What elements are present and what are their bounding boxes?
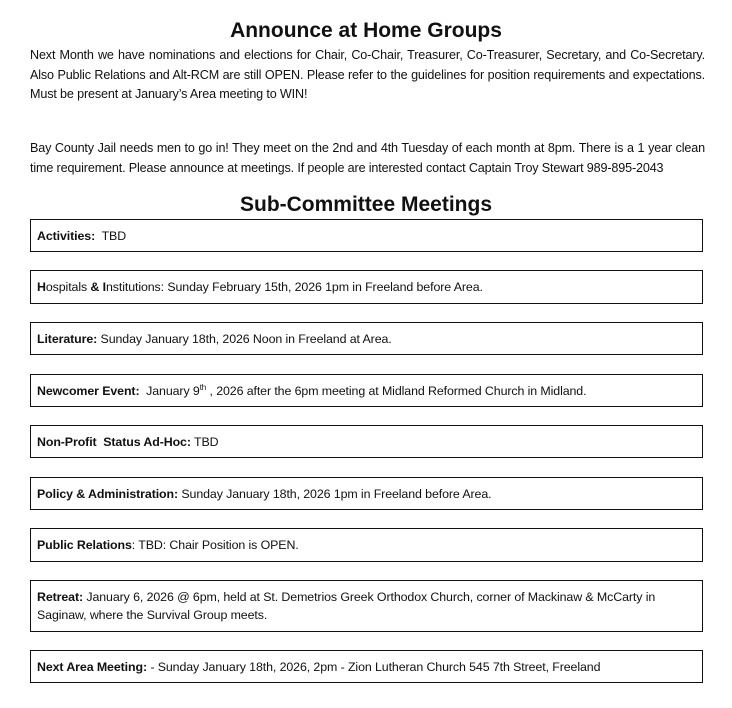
subcommittee-title: Sub-Committee Meetings: [239, 193, 493, 216]
item-text: Sunday February 15th, 2026 1pm in Freeland before Area.: [164, 280, 483, 294]
subcommittee-activities: [30, 219, 703, 252]
announce-title: Announce at Home Groups: [230, 19, 502, 42]
item-text: : TBD: Chair Position is OPEN.: [131, 538, 299, 552]
item-label-h: H: [37, 280, 46, 294]
subcommittee-newcomer-event: [30, 374, 703, 407]
item-text: Sunday January 18th, 2026 Noon in Freeland at Area.: [97, 331, 392, 346]
item-text: TBD: [190, 434, 219, 449]
item-label: Newcomer Event:: [37, 383, 140, 398]
announce-paragraph-elections: Next Month we have nominations and elections for Chair, Co-Chair, Treasurer, Co-Treasurer, Secretary, and Co-Secretary. Also Public Relations and Alt-RCM are still OPEN. Please refer to the guidelines for position requirements and expectations. Must be present at January’s Area meeting to WIN!: [30, 48, 705, 101]
item-label: Non-Profit Status Ad-Hoc:: [37, 434, 191, 449]
subcommittee-hospitals-institutions: [30, 270, 703, 304]
item-label: Activities:: [37, 228, 96, 243]
item-label: Next Area Meeting:: [37, 659, 147, 674]
item-label-rest: nstitutions:: [105, 280, 164, 294]
item-label: Retreat:: [37, 590, 84, 604]
item-text: Sunday January 18th, 2026 1pm in Freeland before Area.: [178, 486, 492, 501]
item-text-cont: , 2026 after the 6pm meeting at Midland Reformed Church in Midland.: [206, 383, 587, 398]
announce-paragraph-jail: Bay County Jail needs men to go in! They meet on the 2nd and 4th Tuesday of each month at 8pm. There is a 1 year clean time requirement. Please announce at meetings. If people are interested contact Captain Troy Stewart 989-895-2043: [30, 141, 705, 175]
item-text: January 9: [139, 383, 200, 398]
subcommittee-public-relations: [30, 528, 703, 562]
item-text: - Sunday January 18th, 2026, 2pm - Zion Lutheran Church 545 7th Street, Freeland: [146, 659, 601, 674]
item-text: January 6, 2026 @ 6pm, held at St. Demetrios Greek Orthodox Church, corner of Mackinaw & McCarty in Saginaw, where the Survival Group meets.: [37, 590, 656, 622]
item-label-i: I: [102, 280, 106, 294]
subcommittee-literature: [30, 322, 703, 355]
item-label-part: ospitals: [45, 280, 91, 294]
item-label-amp: &: [90, 280, 100, 294]
subcommittee-non-profit: [30, 425, 703, 458]
item-label: Public Relations: [37, 538, 132, 552]
item-text: TBD: [95, 228, 127, 243]
next-area-meeting: [30, 650, 703, 683]
item-label: Literature:: [37, 331, 98, 346]
ordinal-suffix: th: [199, 382, 207, 392]
item-label: Policy & Administration:: [37, 486, 179, 501]
subcommittee-policy-administration: [30, 477, 703, 510]
subcommittee-retreat: [30, 580, 703, 632]
